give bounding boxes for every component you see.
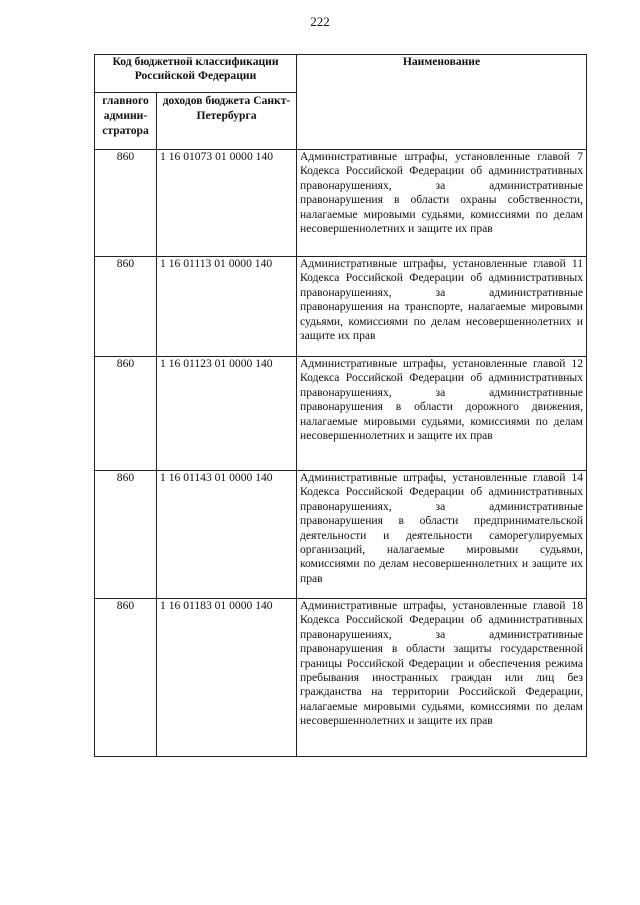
admin-code-cell: 860 — [95, 257, 157, 357]
header-chief-administrator: главного админи- стратора — [95, 93, 157, 150]
admin-code-cell: 860 — [95, 599, 157, 757]
table-row — [95, 257, 587, 357]
admin-code-cell: 860 — [95, 357, 157, 471]
name-cell: Административные штрафы, установленные главой 11 Кодекса Российской Федерации об административных правонарушениях, за административные правонарушения на транспорте, налагаемые мировыми судьями, комиссиями по делам несовершеннолетних и защите их прав — [297, 257, 587, 357]
table-row — [95, 599, 587, 757]
income-code-cell: 1 16 01073 01 0000 140 — [157, 150, 297, 257]
name-cell: Административные штрафы, установленные главой 7 Кодекса Российской Федерации об административных правонарушениях, за административные правонарушения в области охраны собственности, налагаемые мировыми судьями, комиссиями по делам несовершеннолетних и защите их прав — [297, 150, 587, 257]
header-budget-income: доходов бюджета Санкт-Петербурга — [157, 93, 297, 150]
income-code-cell: 1 16 01123 01 0000 140 — [157, 357, 297, 471]
income-code-cell: 1 16 01183 01 0000 140 — [157, 599, 297, 757]
admin-code-cell: 860 — [95, 150, 157, 257]
income-code-cell: 1 16 01143 01 0000 140 — [157, 471, 297, 599]
name-cell: Административные штрафы, установленные главой 14 Кодекса Российской Федерации об административных правонарушениях, за административные правонарушения в области предпринимательской деятельности и деятельности саморегулируемых организаций, налагаемые мировыми судьями, комиссиями по делам несовершеннолетних и защите их прав — [297, 471, 587, 599]
header-row-top — [95, 55, 587, 93]
page-number: 222 — [310, 14, 330, 29]
table-row — [95, 471, 587, 599]
admin-code-cell: 860 — [95, 471, 157, 599]
name-cell: Административные штрафы, установленные главой 12 Кодекса Российской Федерации об административных правонарушениях, за административные правонарушения в области дорожного движения, налагаемые мировыми судьями, комиссиями по делам несовершеннолетних и защите их прав — [297, 357, 587, 471]
header-name: Наименование — [297, 55, 587, 150]
name-cell: Административные штрафы, установленные главой 18 Кодекса Российской Федерации об административных правонарушениях, за административные правонарушения в области защиты государственной границы Российской Федерации и обеспечения режима пребывания иностранных граждан или лиц без гражданства на территории Российской Федерации, налагаемые мировыми судьями, комиссиями по делам несовершеннолетних и защите их прав — [297, 599, 587, 757]
header-budget-code-group: Код бюджетной классификации Российской Федерации — [95, 55, 297, 93]
table-row — [95, 357, 587, 471]
table-row — [95, 150, 587, 257]
income-code-cell: 1 16 01113 01 0000 140 — [157, 257, 297, 357]
budget-classification-table — [94, 54, 587, 757]
